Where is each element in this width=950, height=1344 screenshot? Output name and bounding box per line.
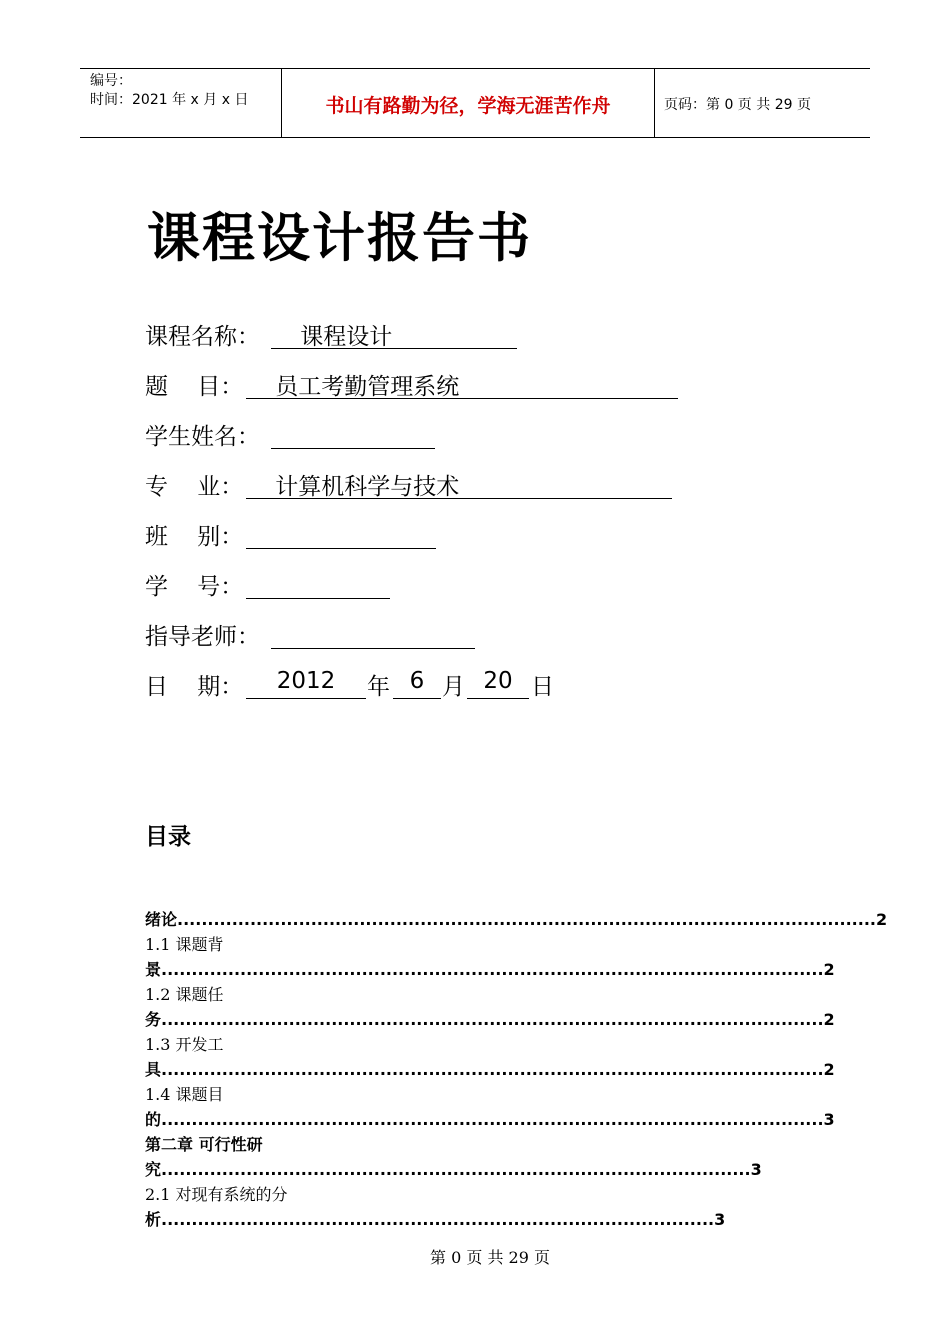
serial-label: 编号： — [90, 73, 132, 89]
field-value — [271, 418, 435, 449]
toc-entry-leader: 究.................................................................................................3 — [145, 1160, 762, 1179]
field-value — [246, 518, 436, 549]
date-month: 6 — [393, 668, 441, 699]
page-footer: 第 0 页 共 29 页 — [430, 1248, 550, 1267]
toc-entry-leader: 务.............................................................................................................2 — [145, 1010, 835, 1029]
page-header — [80, 68, 870, 138]
field-label: 指导老师： — [145, 624, 260, 650]
time-label: 时间：2021 年 x 月 x 日 — [90, 92, 249, 108]
field-value — [246, 568, 390, 599]
toc-entry-leader: 景.............................................................................................................2 — [145, 960, 835, 979]
toc-entry-leader: 析...........................................................................................3 — [145, 1210, 726, 1229]
toc-entry-text: 1.1 课题背 — [145, 935, 224, 954]
field-label: 题 目： — [145, 374, 244, 400]
date-day: 20 — [467, 668, 529, 699]
field-label: 班 别： — [145, 524, 244, 550]
header-page-info: 页码：第 0 页 共 29 页 — [664, 97, 811, 113]
date-year-unit: 年 — [367, 674, 390, 700]
field-value: 计算机科学与技术 — [246, 468, 672, 499]
field-value: 员工考勤管理系统 — [246, 368, 678, 399]
date-year: 2012 — [246, 668, 366, 699]
toc-entry-text: 绪论...................................................................................................................2 — [145, 910, 888, 929]
toc-entry-text: 1.2 课题任 — [145, 985, 224, 1004]
date-month-unit: 月 — [442, 674, 465, 700]
field-label: 学 号： — [145, 574, 244, 600]
header-left — [90, 72, 248, 110]
header-divider — [654, 69, 655, 137]
toc-entry-text: 1.4 课题目 — [145, 1085, 224, 1104]
toc-entry-text: 1.3 开发工 — [145, 1035, 224, 1054]
field-value: 课程设计 — [271, 318, 517, 349]
toc-heading: 目录 — [145, 824, 191, 850]
toc-entry-text: 2.1 对现有系统的分 — [145, 1185, 288, 1204]
field-label: 日 期： — [145, 674, 244, 700]
toc-entry-leader: 具.............................................................................................................2 — [145, 1060, 835, 1079]
field-date — [145, 668, 605, 702]
field-value — [271, 618, 475, 649]
field-label: 学生姓名： — [145, 424, 260, 450]
toc-entry-leader: 的.............................................................................................................3 — [145, 1110, 835, 1129]
toc-entry-text: 第二章 可行性研 — [145, 1135, 263, 1154]
document-title: 课程设计报告书 — [147, 207, 532, 269]
header-motto: 书山有路勤为径，学海无涯苦作舟 — [325, 95, 611, 117]
field-label: 专 业： — [145, 474, 244, 500]
field-label: 课程名称： — [145, 324, 260, 350]
date-day-unit: 日 — [531, 674, 554, 700]
